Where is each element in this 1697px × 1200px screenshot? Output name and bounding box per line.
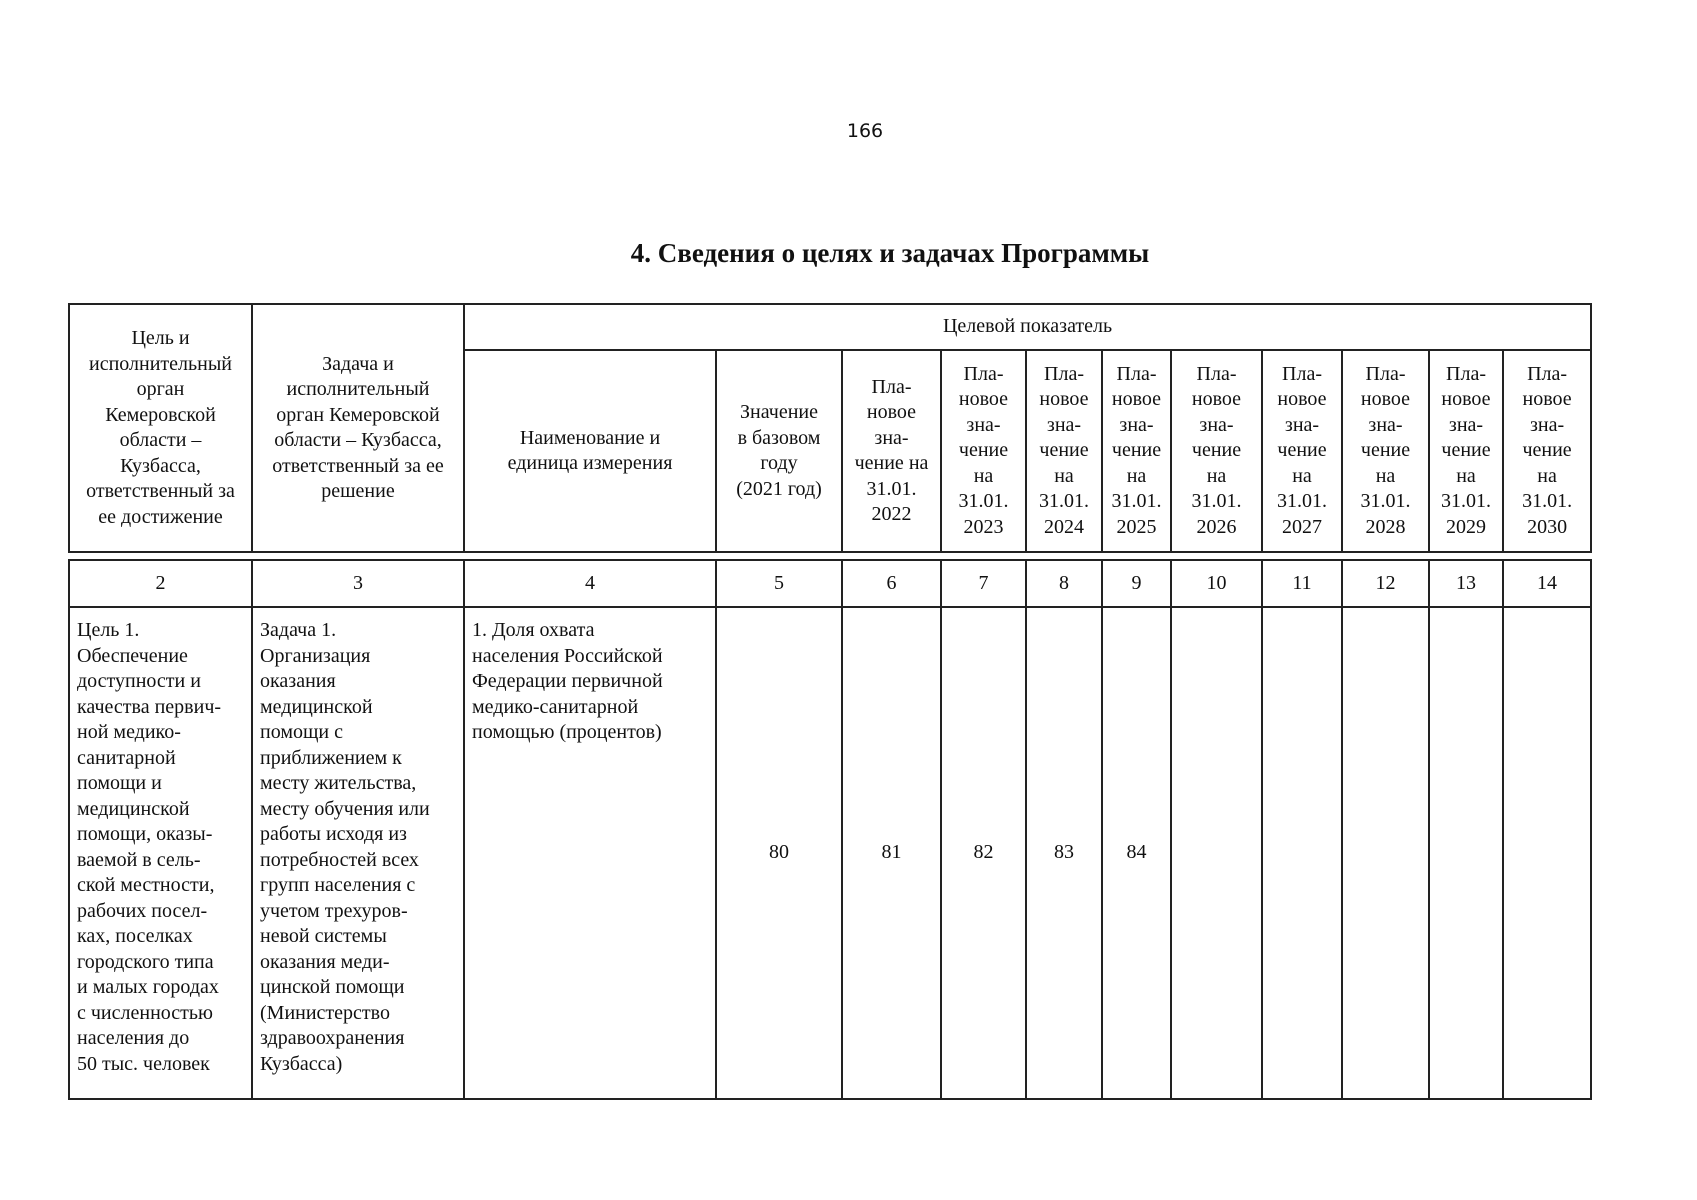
plan-value-2030 [1503,607,1591,1099]
column-number: 4 [464,560,716,607]
table-body [68,559,1592,1100]
plan-value-2026 [1171,607,1262,1099]
column-number: 9 [1102,560,1171,607]
plan-value-2024: 83 [1026,607,1102,1099]
column-number: 5 [716,560,842,607]
header-plan-2028: Пла- новое зна- чение на 31.01. 2028 [1342,350,1429,552]
header-plan-2027: Пла- новое зна- чение на 31.01. 2027 [1262,350,1342,552]
column-number: 7 [941,560,1026,607]
column-number: 8 [1026,560,1102,607]
indicator-name-cell: 1. Доля охвата населения Российской Федерации первичной медико-санитарной помощью (процентов) [464,607,716,1099]
column-number: 13 [1429,560,1503,607]
header-indicator-group: Целевой показатель [464,304,1591,350]
column-number: 10 [1171,560,1262,607]
header-plan-2025: Пла- новое зна- чение на 31.01. 2025 [1102,350,1171,552]
goal-cell: Цель 1. Обеспечение доступности и качества первич- ной медико- санитарной помощи и медицинской помощи, оказы- ваемой в сель- ской местности, рабочих посел- ках, поселках городского типа и малых городах с численностью населения до 50 тыс. человек [69,607,252,1099]
header-plan-2023: Пла- новое зна- чение на 31.01. 2023 [941,350,1026,552]
plan-value-2025: 84 [1102,607,1171,1099]
column-number: 11 [1262,560,1342,607]
plan-value-2028 [1342,607,1429,1099]
page-number: 166 [846,120,884,142]
plan-value-2027 [1262,607,1342,1099]
header-task: Задача и исполнительный орган Кемеровской области – Кузбасса, ответственный за ее решение [252,304,464,552]
table-row [69,607,1591,1099]
column-number: 14 [1503,560,1591,607]
column-number: 6 [842,560,941,607]
column-number-row [69,560,1591,607]
table-header [68,303,1592,553]
header-plan-2024: Пла- новое зна- чение на 31.01. 2024 [1026,350,1102,552]
header-plan-2029: Пла- новое зна- чение на 31.01. 2029 [1429,350,1503,552]
header-base-value: Значение в базовом году (2021 год) [716,350,842,552]
plan-value-2023: 82 [941,607,1026,1099]
task-cell: Задача 1. Организация оказания медицинской помощи с приближением к месту жительства, месту обучения или работы исходя из потребностей всех групп населения с учетом трехуров- невой системы оказания меди- цинской помощи (Министерство здравоохранения Кузбасса) [252,607,464,1099]
section-title: 4. Сведения о целях и задачах Программы [630,238,1150,268]
base-value-cell: 80 [716,607,842,1099]
header-plan-2030: Пла- новое зна- чение на 31.01. 2030 [1503,350,1591,552]
column-number: 3 [252,560,464,607]
header-plan-2026: Пла- новое зна- чение на 31.01. 2026 [1171,350,1262,552]
column-number: 2 [69,560,252,607]
plan-value-2029 [1429,607,1503,1099]
header-indicator-name: Наименование и единица измерения [464,350,716,552]
header-goal: Цель и исполнительный орган Кемеровской области – Кузбасса, ответственный за ее достижение [69,304,252,552]
column-number: 12 [1342,560,1429,607]
plan-value-2022: 81 [842,607,941,1099]
header-plan-2022: Пла- новое зна- чение на 31.01. 2022 [842,350,941,552]
